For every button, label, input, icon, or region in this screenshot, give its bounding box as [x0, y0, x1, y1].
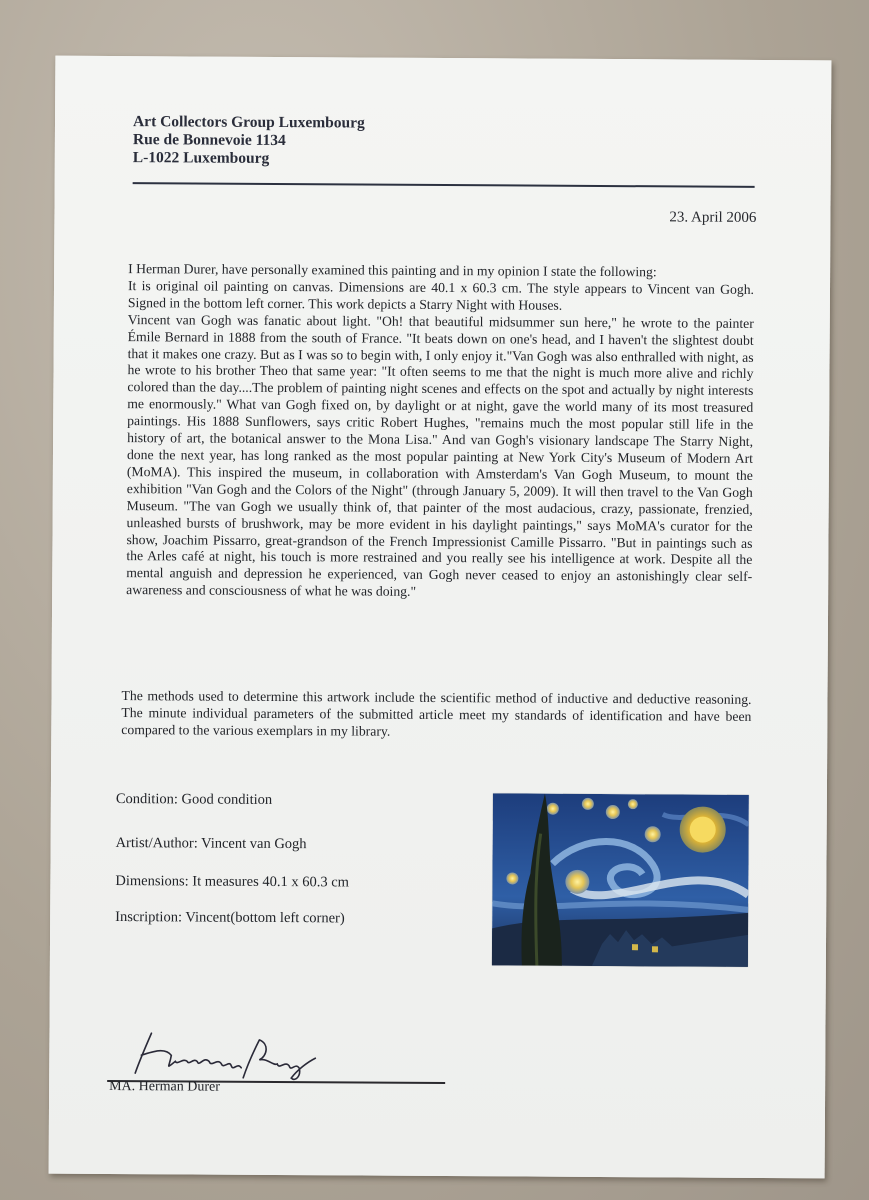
certificate-sheet [49, 56, 832, 1179]
handwritten-signature [119, 1021, 339, 1087]
letterhead [133, 113, 365, 168]
starry-night-image [492, 793, 749, 967]
detail-artist: Artist/Author: Vincent van Gogh [115, 835, 307, 853]
methods-paragraph: The methods used to determine this artwork include the scientific method of inductive and deductive reasoning. The minute individual parameters of the submitted article meet my standards of identification and have been compared to the various exemplars in my library. [121, 688, 752, 739]
letterhead-org: Art Collectors Group Luxembourg [132, 113, 365, 132]
document-date: 23. April 2006 [669, 209, 757, 226]
signatory-name: MA. Herman Durer [109, 1078, 220, 1095]
letterhead-city: L-1022 Luxembourg [132, 149, 270, 167]
detail-condition: Condition: Good condition [115, 791, 273, 808]
letterhead-street: Rue de Bonnevoie 1134 [132, 131, 286, 150]
detail-dimensions: Dimensions: It measures 40.1 x 60.3 cm [115, 873, 350, 891]
artwork-photo [492, 793, 749, 967]
header-divider [133, 182, 755, 188]
statement-description: It is original oil painting on canvas. Dimensions are 40.1 x 60.3 cm. The style appears to Vincent van Gogh. Signed in the bottom left corner. This work depicts a Starry Night with Houses. [127, 277, 755, 313]
detail-inscription: Inscription: Vincent(bottom left corner) [115, 909, 345, 927]
statement-intro: I Herman Durer, have personally examined this painting and in my opinion I state the following: [128, 261, 657, 280]
statement-history: Vincent van Gogh was fanatic about light. "Oh! that beautiful midsummer sun here," he wrote to the painter Émile Bernard in 1888 from the south of France. "It beats down on one's head, and I haven't the slightest doubt that it makes one crazy. But as I was so to begin with, I only enjoy it."Van Gogh was also enthralled with night, as he wrote to his brother Theo that same year: "It often seems to me that the night is much more alive and richly colored than the day....The problem of painting night scenes and effects on the spot and actually by night interests me enormously." What van Gogh fixed on, by daylight or at night, gave the world many of its most treasured paintings. His 1888 Sunflowers, says critic Robert Hughes, "remains much the most popular still life in the history of art, the botanical answer to the Mona Lisa." And van Gogh's visionary landscape The Starry Night, done the next year, has long ranked as the most popular painting at New York City's Museum of Modern Art (MoMA). This inspired the museum, in collaboration with Amsterdam's Van Gogh Museum, to mount the exhibition "Van Gogh and the Colors of the Night" (through January 5, 2009). It will then travel to the Van Gogh Museum. "The van Gogh we usually think of, that painter of the most audacious, crazy, passionate, frenzied, unleashed bursts of brushwork, may be more evident in his daylight paintings," says MoMA's curator for the show, Joachim Pissarro, great-grandson of the French Impressionist Camille Pissarro. "But in paintings such as the Arles café at night, his touch is more restrained and you really see his intelligence at work. Despite all the mental anguish and depression he experienced, van Gogh never ceased to enjoy an astonishingly clear self-awareness and consciousness of what he was doing." [126, 311, 754, 600]
appraisal-statement [126, 261, 754, 603]
